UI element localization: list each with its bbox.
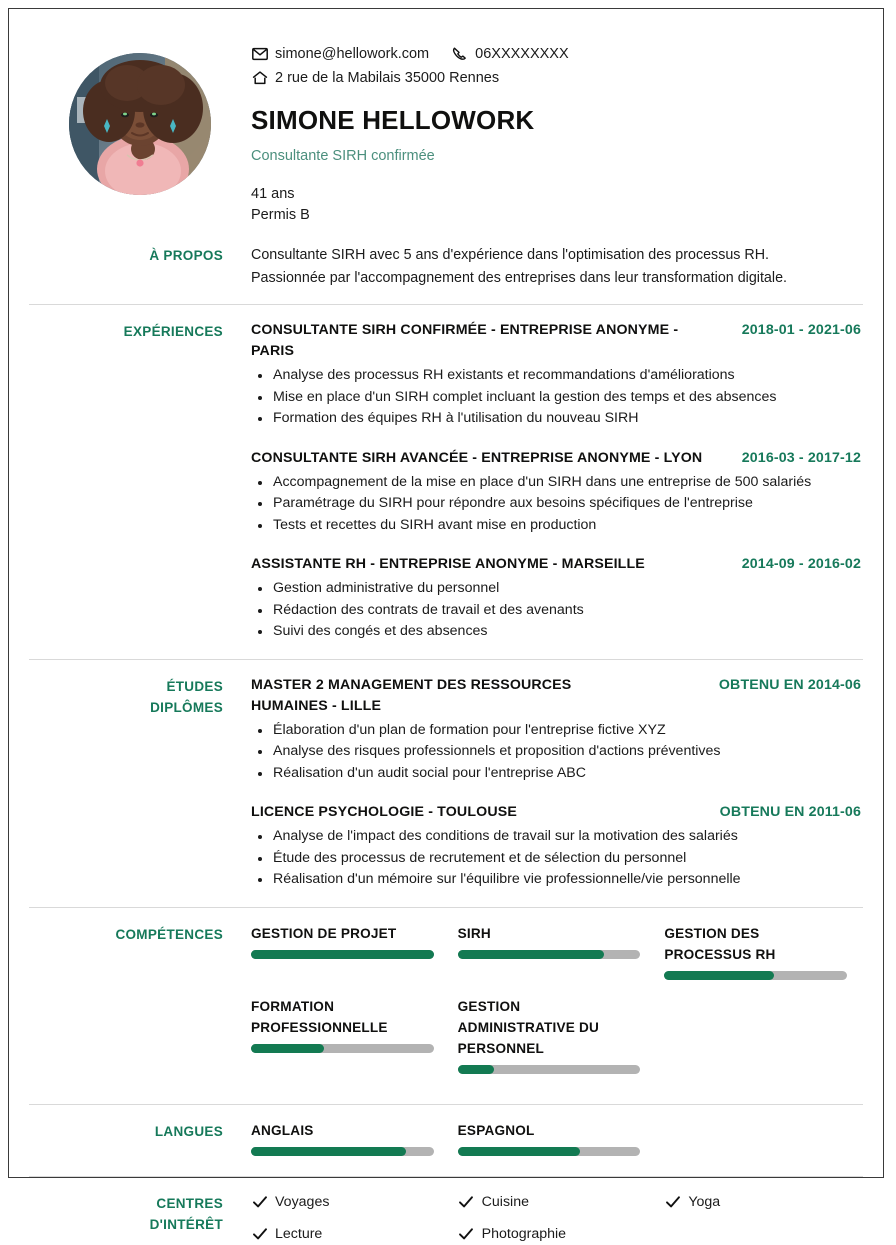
skills-grid xyxy=(251,923,861,1090)
section-skills xyxy=(29,907,863,1090)
check-icon xyxy=(458,1194,475,1211)
languages-grid xyxy=(251,1120,861,1162)
language-bar-fill xyxy=(458,1147,580,1156)
skill-bar xyxy=(251,950,434,959)
entry-bullet: Réalisation d'un mémoire sur l'équilibre vie professionnelle/vie personnelle xyxy=(251,869,861,891)
section-studies xyxy=(29,659,863,893)
header-main xyxy=(251,35,863,226)
address-contact[interactable] xyxy=(251,67,499,89)
experiences-body xyxy=(251,320,863,645)
job-title: Consultante SIRH confirmée xyxy=(251,148,435,164)
about-label-col xyxy=(29,244,251,266)
entry-bullets xyxy=(251,365,861,430)
experiences-label-col xyxy=(29,320,251,342)
interests-body xyxy=(251,1192,863,1245)
section-label-studies-line1: ÉTUDES xyxy=(166,678,223,694)
interest-label: Cuisine xyxy=(481,1193,529,1210)
language-name: ESPAGNOL xyxy=(457,1122,535,1138)
languages-label-col xyxy=(29,1120,251,1142)
language-bar-fill xyxy=(251,1147,406,1156)
contact-line-2 xyxy=(251,67,863,89)
interest-label: Photographie xyxy=(481,1225,567,1242)
about-line-2: Passionnée par l'accompagnement des entreprises dans leur transformation digitale. xyxy=(251,270,787,286)
entry-head xyxy=(251,802,861,823)
entry-bullet: Analyse des processus RH existants et recommandations d'améliorations xyxy=(251,365,861,387)
experience-entry xyxy=(251,320,861,430)
section-languages xyxy=(29,1104,863,1162)
entry-bullet: Formation des équipes RH à l'utilisation du nouveau SIRH xyxy=(251,408,861,430)
entry-bullet: Étude des processus de recrutement et de sélection du personnel xyxy=(251,848,861,870)
entry-date: 2016-03 - 2017-12 xyxy=(741,449,861,466)
skill-name: GESTION DES PROCESSUS RH xyxy=(664,925,776,962)
section-label-interests-line1: CENTRES xyxy=(156,1195,223,1211)
check-icon xyxy=(458,1226,475,1243)
section-label-about: À PROPOS xyxy=(149,248,223,263)
interest-item xyxy=(251,1192,448,1213)
languages-body xyxy=(251,1120,863,1162)
entry-bullet: Rédaction des contrats de travail et des avenants xyxy=(251,600,861,622)
cv-page xyxy=(8,8,884,1242)
section-label-interests-line2: D'INTÉRÊT xyxy=(149,1216,223,1232)
check-icon xyxy=(251,1194,268,1211)
entry-title: MASTER 2 MANAGEMENT DES RESSOURCES HUMAINES - LILLE xyxy=(251,676,572,714)
languages-grid-spacer xyxy=(664,1120,861,1162)
language-item xyxy=(458,1120,655,1162)
skill-bar-fill xyxy=(458,1065,495,1074)
skill-bar xyxy=(251,1044,434,1053)
entry-bullet: Paramétrage du SIRH pour répondre aux besoins spécifiques de l'entreprise xyxy=(251,493,861,515)
language-name: ANGLAIS xyxy=(251,1122,314,1138)
skill-item xyxy=(251,996,448,1090)
check-icon xyxy=(664,1194,681,1211)
entry-bullet: Élaboration d'un plan de formation pour l'entreprise fictive XYZ xyxy=(251,720,861,742)
entry-date: OBTENU EN 2011-06 xyxy=(719,804,861,820)
interests-grid xyxy=(251,1192,861,1245)
skill-bar xyxy=(458,950,641,959)
skills-label-col xyxy=(29,923,251,945)
interest-label: Lecture xyxy=(275,1225,323,1242)
interest-item xyxy=(664,1192,861,1213)
entry-bullet: Réalisation d'un audit social pour l'entreprise ABC xyxy=(251,763,861,785)
section-label-studies-line2: DIPLÔMES xyxy=(150,699,223,715)
entry-head xyxy=(251,448,861,469)
email-contact[interactable] xyxy=(251,43,429,65)
section-label-experiences: EXPÉRIENCES xyxy=(123,324,223,339)
entry-bullet: Analyse de l'impact des conditions de travail sur la motivation des salariés xyxy=(251,826,861,848)
skills-body xyxy=(251,923,863,1090)
entry-title: CONSULTANTE SIRH AVANCÉE - ENTREPRISE ANONYME - LYON xyxy=(251,449,703,466)
studies-body xyxy=(251,675,863,893)
entry-bullet: Suivi des congés et des absences xyxy=(251,621,861,643)
avatar-column xyxy=(29,35,251,195)
study-entry xyxy=(251,675,861,785)
studies-label-col xyxy=(29,675,251,718)
section-about xyxy=(29,226,863,290)
section-experiences xyxy=(29,304,863,645)
age-text: 41 ans xyxy=(251,186,295,202)
entry-bullets xyxy=(251,472,861,537)
study-entry xyxy=(251,802,861,891)
skill-name: GESTION ADMINISTRATIVE DU PERSONNEL xyxy=(457,998,600,1056)
address-text: 2 rue de la Mabilais 35000 Rennes xyxy=(275,70,500,86)
interest-item xyxy=(458,1192,655,1213)
interest-item xyxy=(251,1224,448,1245)
interest-label: Voyages xyxy=(275,1193,330,1210)
about-line-1: Consultante SIRH avec 5 ans d'expérience dans l'optimisation des processus RH. xyxy=(251,247,770,263)
licence-text: Permis B xyxy=(251,207,310,223)
interest-item xyxy=(458,1224,655,1245)
about-body xyxy=(251,244,863,290)
entry-title: CONSULTANTE SIRH CONFIRMÉE - ENTREPRISE ANONYME - PARIS xyxy=(251,322,679,359)
entry-date: 2014-09 - 2016-02 xyxy=(741,556,861,572)
contact-line-1 xyxy=(251,43,863,65)
portrait-photo-icon xyxy=(69,53,211,195)
phone-text: 06XXXXXXXX xyxy=(475,46,569,62)
skill-name: SIRH xyxy=(457,925,491,941)
entry-head xyxy=(251,320,861,362)
experience-entry xyxy=(251,554,861,643)
interests-grid-spacer xyxy=(664,1224,861,1245)
entry-date: 2018-01 - 2021-06 xyxy=(741,322,861,338)
entry-bullet: Analyse des risques professionnels et proposition d'actions préventives xyxy=(251,741,861,763)
entry-bullet: Mise en place d'un SIRH complet incluant la gestion des temps et des absences xyxy=(251,387,861,409)
skill-bar xyxy=(664,971,847,980)
skill-bar xyxy=(458,1065,641,1074)
interests-label-col xyxy=(29,1192,251,1235)
email-text: simone@hellowork.com xyxy=(275,46,430,62)
skill-grid-spacer xyxy=(664,996,861,1090)
entry-bullets xyxy=(251,826,861,891)
skill-name: FORMATION PROFESSIONNELLE xyxy=(251,998,388,1035)
skill-bar-fill xyxy=(664,971,774,980)
skill-bar-fill xyxy=(251,950,434,959)
language-item xyxy=(251,1120,448,1162)
skill-bar-fill xyxy=(458,950,604,959)
home-icon xyxy=(251,70,268,87)
language-bar xyxy=(458,1147,641,1156)
cv-header xyxy=(29,35,863,226)
section-label-languages: LANGUES xyxy=(154,1123,223,1139)
envelope-icon xyxy=(251,46,268,63)
entry-title: ASSISTANTE RH - ENTREPRISE ANONYME - MARSEILLE xyxy=(251,556,645,572)
skill-name: GESTION DE PROJET xyxy=(251,925,397,941)
entry-head xyxy=(251,554,861,575)
entry-bullet: Tests et recettes du SIRH avant mise en production xyxy=(251,515,861,537)
entry-bullet: Accompagnement de la mise en place d'un SIRH dans une entreprise de 500 salariés xyxy=(251,472,861,494)
check-icon xyxy=(251,1226,268,1243)
entry-bullets xyxy=(251,578,861,643)
entry-bullet: Gestion administrative du personnel xyxy=(251,578,861,600)
skill-item xyxy=(251,923,448,996)
entry-date: OBTENU EN 2014-06 xyxy=(718,676,861,693)
entry-head xyxy=(251,675,861,717)
interest-label: Yoga xyxy=(688,1193,721,1210)
entry-bullets xyxy=(251,720,861,785)
avatar xyxy=(69,53,211,195)
skill-item xyxy=(664,923,861,996)
phone-contact[interactable] xyxy=(451,43,569,65)
language-bar xyxy=(251,1147,434,1156)
page-title: SIMONE HELLOWORK xyxy=(251,105,535,135)
section-interests xyxy=(29,1176,863,1245)
skill-item xyxy=(458,923,655,996)
skill-bar-fill xyxy=(251,1044,324,1053)
experience-entry xyxy=(251,448,861,537)
section-label-skills: COMPÉTENCES xyxy=(115,926,223,942)
skill-item xyxy=(458,996,655,1090)
entry-title: LICENCE PSYCHOLOGIE - TOULOUSE xyxy=(251,804,517,820)
phone-icon xyxy=(451,46,468,63)
